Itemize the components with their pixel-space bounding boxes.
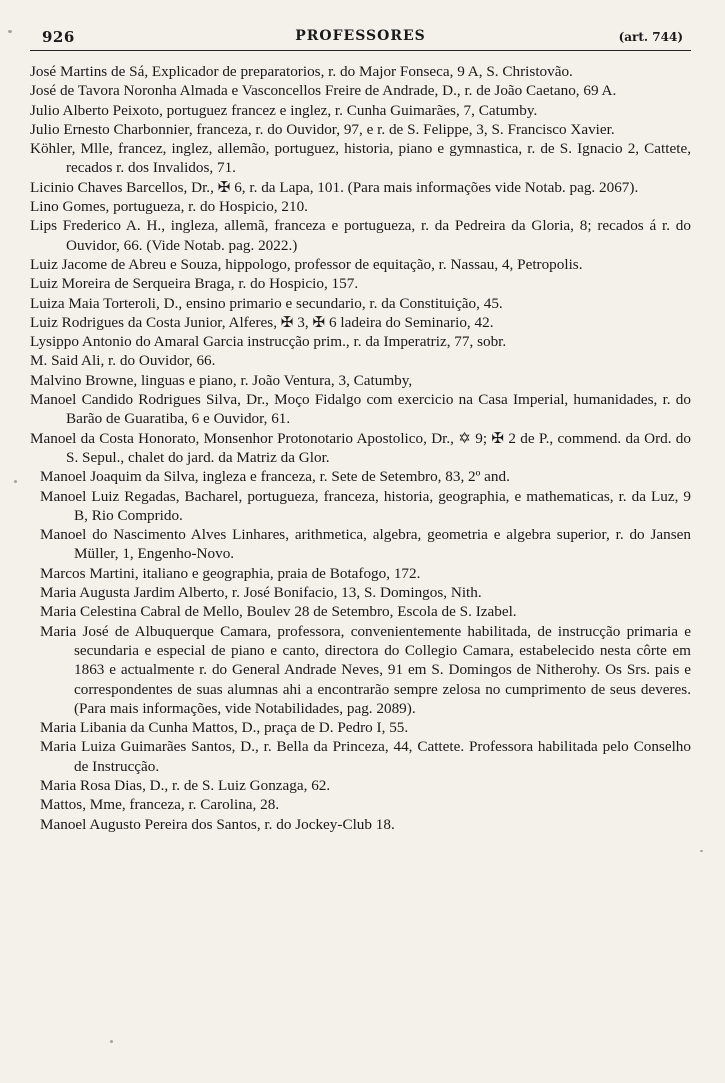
print-speck [8,30,12,33]
entry-maria-rosa: Maria Rosa Dias, D., r. de S. Luiz Gonzaga, 62. [40,776,331,794]
entry-manoel-linhares: Manoel do Nascimento Alves Linhares, arithmetica, algebra, geometria e algebra superior, r. do Jansen Müller, 1, Engenho-Novo. [40,526,691,563]
article-reference: (art. 744) [618,30,683,44]
entry-manoel-regadas: Manoel Luiz Regadas, Bacharel, portugueza, franceza, historia, geographia, e mathematicas, r. da Luz, 9 B, Rio Comprido. [40,487,691,524]
entry-lysippo-garcia: Lysippo Antonio do Amaral Garcia instrucção prim., r. da Imperatriz, 77, sobr. [30,333,507,351]
header-rule [30,50,691,51]
print-speck [14,480,17,483]
page-header [30,24,691,52]
entry-licinio-barcellos: Licinio Chaves Barcellos, Dr., ✠ 6, r. da Lapa, 101. (Para mais informações vide Notab. pag. 2067). [30,178,639,196]
entry-lino-gomes: Lino Gomes, portugueza, r. do Hospicio, 210. [30,198,308,216]
entry-maria-augusta: Maria Augusta Jardim Alberto, r. José Bonifacio, 13, S. Domingos, Nith. [40,584,482,602]
entry-julio-charbonnier: Julio Ernesto Charbonnier, franceza, r. do Ouvidor, 97, e r. de S. Felippe, 3, S. Francisco Xavier. [30,120,615,138]
directory-entries [30,62,691,834]
entry-luiza-torteroli: Luiza Maia Torteroli, D., ensino primario e secundario, r. da Constituição, 45. [30,294,503,312]
entry-said-ali: M. Said Ali, r. do Ouvidor, 66. [30,352,216,370]
entry-maria-luiza: Maria Luiza Guimarães Santos, D., r. Bella da Princeza, 44, Cattete. Professora habilitada pelo Conselho de Instrucção. [40,738,691,775]
entry-manoel-candido: Manoel Candido Rodrigues Silva, Dr., Moço Fidalgo com exercicio na Casa Imperial, humanidades, r. do Barão de Guaratiba, 6 e Ouvidor, 61. [30,391,691,428]
entry-manoel-augusto: Manoel Augusto Pereira dos Santos, r. do Jockey-Club 18. [40,815,395,833]
entry-maria-jose-camara: Maria José de Albuquerque Camara, professora, convenientemente habilitada, de instrucção primaria e secundaria e especial de piano e canto, directora do Collegio Camara, estabelecido nesta côrte em 1863 e actualmente r. do General Andrade Neves, 91 em S. Domingos de Nitherohy. Os Srs. pais e correspondentes de suas alumnas ahi a encontrarão sempre zelosa no cumprimento de seus deveres. (Para mais informações, vide Notabilidades, pag. 2089). [40,622,691,717]
entry-luiz-jacome: Luiz Jacome de Abreu e Souza, hippologo, professor de equitação, r. Nassau, 4, Petropolis. [30,255,583,273]
entry-luiz-rodrigues: Luiz Rodrigues da Costa Junior, Alferes, ✠ 3, ✠ 6 ladeira do Seminario, 42. [30,313,494,331]
print-speck [110,1040,113,1043]
running-head: PROFESSORES [295,28,426,44]
entry-maria-celestina: Maria Celestina Cabral de Mello, Boulev 28 de Setembro, Escola de S. Izabel. [40,603,517,621]
print-speck [700,850,703,852]
entry-marcos-martini: Marcos Martini, italiano e geographia, praia de Botafogo, 172. [40,564,421,582]
entry-mattos: Mattos, Mme, franceza, r. Carolina, 28. [40,796,280,814]
entry-jose-martins: José Martins de Sá, Explicador de preparatorios, r. do Major Fonseca, 9 A, S. Christovão. [30,63,573,80]
entry-kohler: Köhler, Mlle, francez, inglez, allemão, portuguez, historia, piano e gymnastica, r. de S. Ignacio 2, Cattete, recados r. dos Invalidos, 71. [30,140,691,177]
entry-manoel-honorato: Manoel da Costa Honorato, Monsenhor Protonotario Apostolico, Dr., ✡ 9; ✠ 2 de P., commend. da Ord. do S. Sepul., chalet do jard. da Matriz da Glor. [30,429,691,466]
entry-maria-libania: Maria Libania da Cunha Mattos, D., praça de D. Pedro I, 55. [40,719,409,737]
entry-julio-peixoto: Julio Alberto Peixoto, portuguez francez e inglez, r. Cunha Guimarães, 7, Catumby. [30,101,538,119]
page-number: 926 [42,28,75,46]
entry-lips-frederico: Lips Frederico A. H., ingleza, allemã, franceza e portugueza, r. da Pedreira da Gloria, 8; recados á r. do Ouvidor, 66. (Vide Notab. pag. 2022.) [30,217,691,254]
entry-jose-tavora: José de Tavora Noronha Almada e Vasconcellos Freire de Andrade, D., r. de João Caetano, 69 A. [30,82,617,100]
entry-manoel-joaquim: Manoel Joaquim da Silva, ingleza e franceza, r. Sete de Setembro, 83, 2º and. [40,468,510,486]
entry-malvino-browne: Malvino Browne, linguas e piano, r. João Ventura, 3, Catumby, [30,371,413,389]
entry-luiz-moreira: Luiz Moreira de Serqueira Braga, r. do Hospicio, 157. [30,275,359,293]
